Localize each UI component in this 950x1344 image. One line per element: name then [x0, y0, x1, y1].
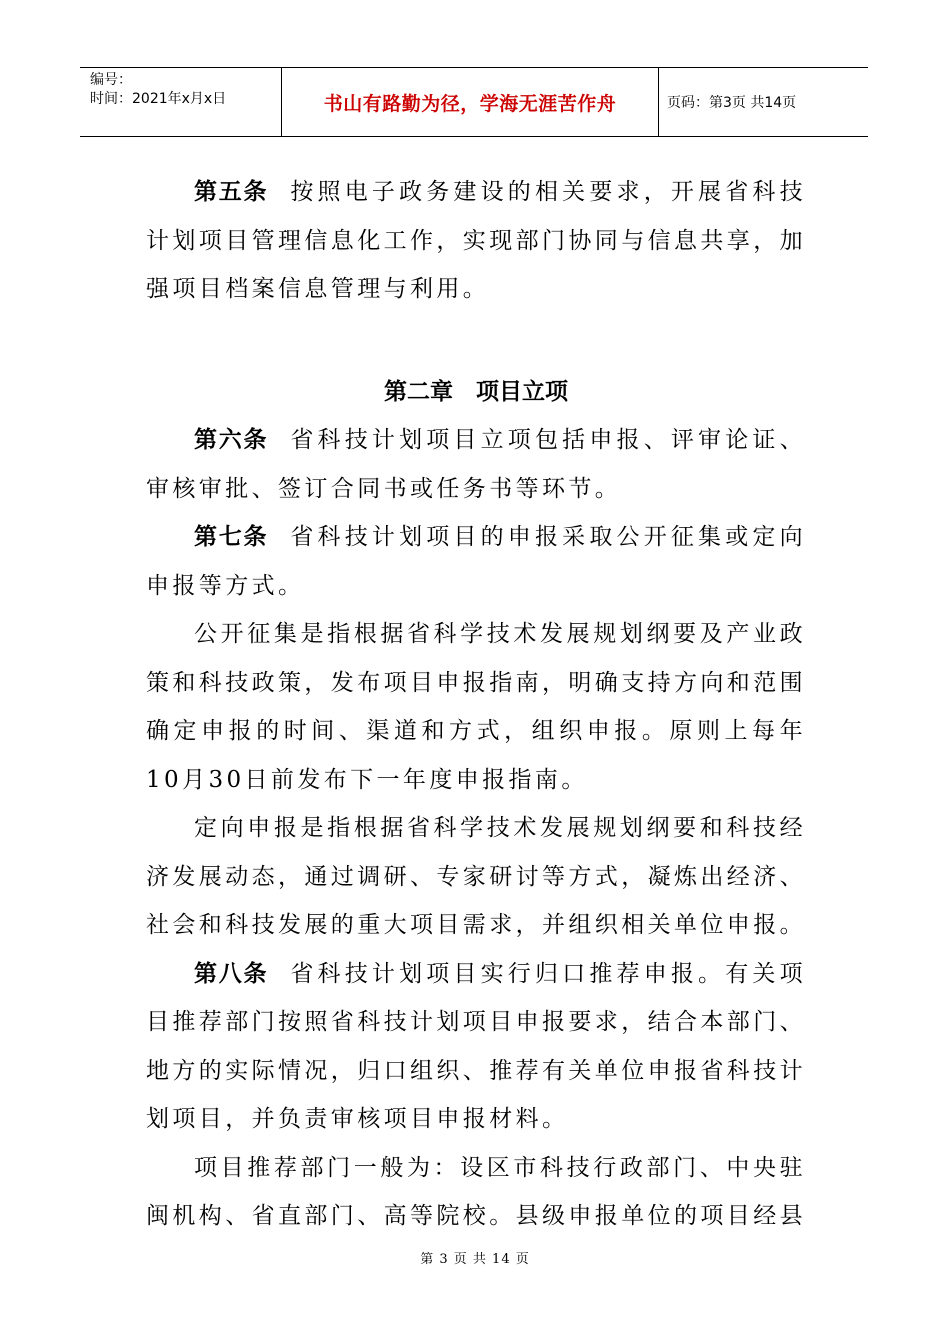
article-6: [146, 416, 806, 513]
article-7-text: 省科技计划项目的申报采取公开征集或定向申报等方式。: [146, 524, 806, 599]
document-body: [146, 168, 806, 1241]
article-8: [146, 950, 806, 1144]
page-footer: 第 3 页 共 14 页: [420, 1252, 530, 1267]
number-label: 编号：: [90, 72, 132, 88]
article-5: [146, 168, 806, 314]
header-meta: [80, 68, 282, 136]
header-motto: 书山有路勤为径，学海无涯苦作舟: [282, 68, 659, 136]
page-header: [80, 67, 868, 137]
article-7-label: 第七条: [194, 524, 269, 550]
article-5-label: 第五条: [194, 179, 269, 205]
article-6-label: 第六条: [194, 427, 269, 453]
chapter-title: 第二章 项目立项: [384, 378, 568, 405]
paragraph-recommending-departments: 项目推荐部门一般为：设区市科技行政部门、中央驻闽机构、省直部门、高等院校。县级申报单位的项目经县: [146, 1154, 806, 1229]
article-8-label: 第八条: [194, 960, 269, 987]
time-label: 时间：2021年x月x日: [90, 91, 227, 107]
paragraph-open-collection: 公开征集是指根据省科学技术发展规划纲要及产业政策和科技政策，发布项目申报指南，明确支持方向和范围确定申报的时间、渠道和方式，组织申报。原则上每年10月30日前发布下一年度申报指南。: [146, 621, 806, 793]
article-7: [146, 513, 806, 610]
article-8-text: 省科技计划项目实行归口推荐申报。有关项目推荐部门按照省科技计划项目申报要求，结合本部门、地方的实际情况，归口组织、推荐有关单位申报省科技计划项目，并负责审核项目申报材料。: [146, 960, 806, 1132]
article-6-text: 省科技计划项目立项包括申报、评审论证、审核审批、签订合同书或任务书等环节。: [146, 427, 806, 502]
paragraph-directed-application: 定向申报是指根据省科学技术发展规划纲要和科技经济发展动态，通过调研、专家研讨等方式，凝炼出经济、社会和科技发展的重大项目需求，并组织相关单位申报。: [146, 815, 806, 938]
article-5-text: 按照电子政务建设的相关要求，开展省科技计划项目管理信息化工作，实现部门协同与信息共享，加强项目档案信息管理与利用。: [146, 179, 806, 302]
header-page-info: 页码：第3页 共14页: [667, 95, 797, 111]
